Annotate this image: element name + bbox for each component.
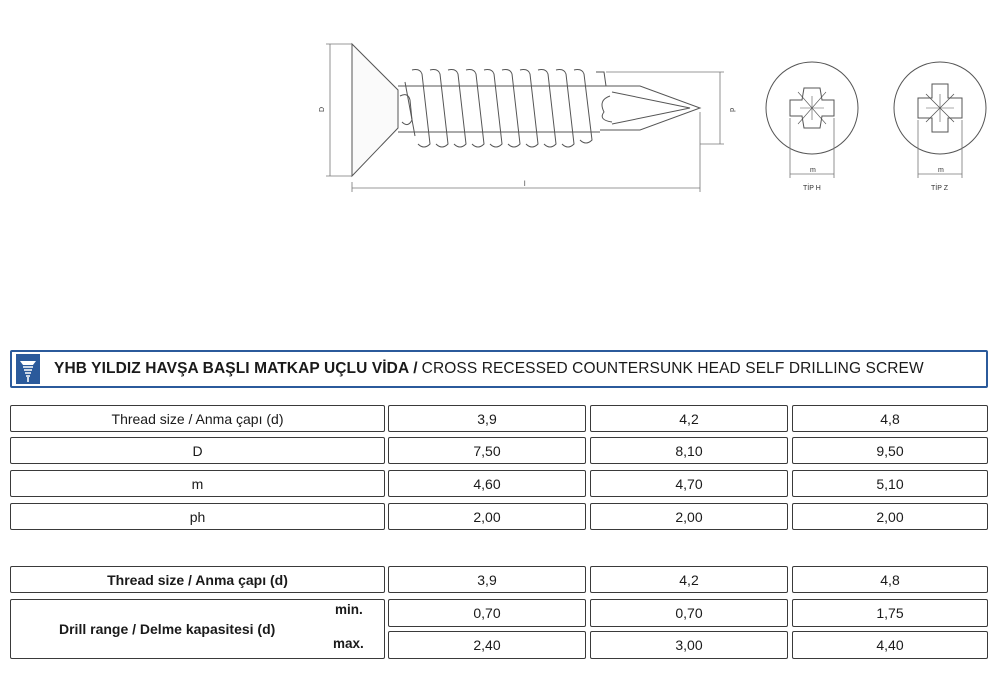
table-row-label: Thread size / Anma çapı (d) <box>10 566 385 593</box>
table-cell: 4,60 <box>388 470 586 497</box>
dim-D-label: D <box>319 106 326 112</box>
table-cell: 0,70 <box>590 599 788 627</box>
table-cell: 4,8 <box>792 405 988 432</box>
table-cell: 3,9 <box>388 566 586 593</box>
table-cell: 9,50 <box>792 437 988 464</box>
table-row-label: ph <box>10 503 385 530</box>
product-title <box>54 360 924 378</box>
table-cell: 4,2 <box>590 566 788 593</box>
table-cell: 0,70 <box>388 599 586 627</box>
min-label: min. <box>335 602 363 617</box>
table-cell: 2,00 <box>792 503 988 530</box>
table-cell: 4,8 <box>792 566 988 593</box>
tip-h-label: TİP H <box>803 185 821 192</box>
table-cell: 4,70 <box>590 470 788 497</box>
tip-h-m-label: m <box>810 167 816 174</box>
max-label: max. <box>333 636 364 651</box>
title-turkish: YHB YILDIZ HAVŞA BAŞLI MATKAP UÇLU VİDA <box>54 360 410 377</box>
table-cell: 3,00 <box>590 631 788 659</box>
dim-l-label: l <box>524 181 526 188</box>
table-cell: 4,2 <box>590 405 788 432</box>
screw-logo-icon <box>16 354 40 384</box>
table-row-label: m <box>10 470 385 497</box>
tip-z-m-label: m <box>938 167 944 174</box>
table-row-label: D <box>10 437 385 464</box>
table-cell: 8,10 <box>590 437 788 464</box>
table-cell: 3,9 <box>388 405 586 432</box>
screw-technical-drawing <box>0 0 1000 210</box>
screw-threads <box>400 70 606 148</box>
tip-h-head-view <box>766 62 858 178</box>
table-cell: 7,50 <box>388 437 586 464</box>
drill-range-label: Drill range / Delme kapasitesi (d) <box>59 621 276 637</box>
table-cell: 2,00 <box>388 503 586 530</box>
table-cell: 4,40 <box>792 631 988 659</box>
table-cell: 2,00 <box>590 503 788 530</box>
table-cell: 2,40 <box>388 631 586 659</box>
tip-z-head-view <box>894 62 986 178</box>
dim-d-label: d <box>728 108 735 112</box>
drill-range-label-cell <box>10 599 385 659</box>
title-bar <box>10 350 988 388</box>
table-cell: 1,75 <box>792 599 988 627</box>
title-separator: / <box>413 360 418 377</box>
tip-z-label: TİP Z <box>931 185 948 192</box>
drill-point <box>600 86 700 130</box>
title-english: CROSS RECESSED COUNTERSUNK HEAD SELF DRILLING SCREW <box>421 360 924 377</box>
screw-head <box>352 44 398 176</box>
table-row-label: Thread size / Anma çapı (d) <box>10 405 385 432</box>
table-cell: 5,10 <box>792 470 988 497</box>
